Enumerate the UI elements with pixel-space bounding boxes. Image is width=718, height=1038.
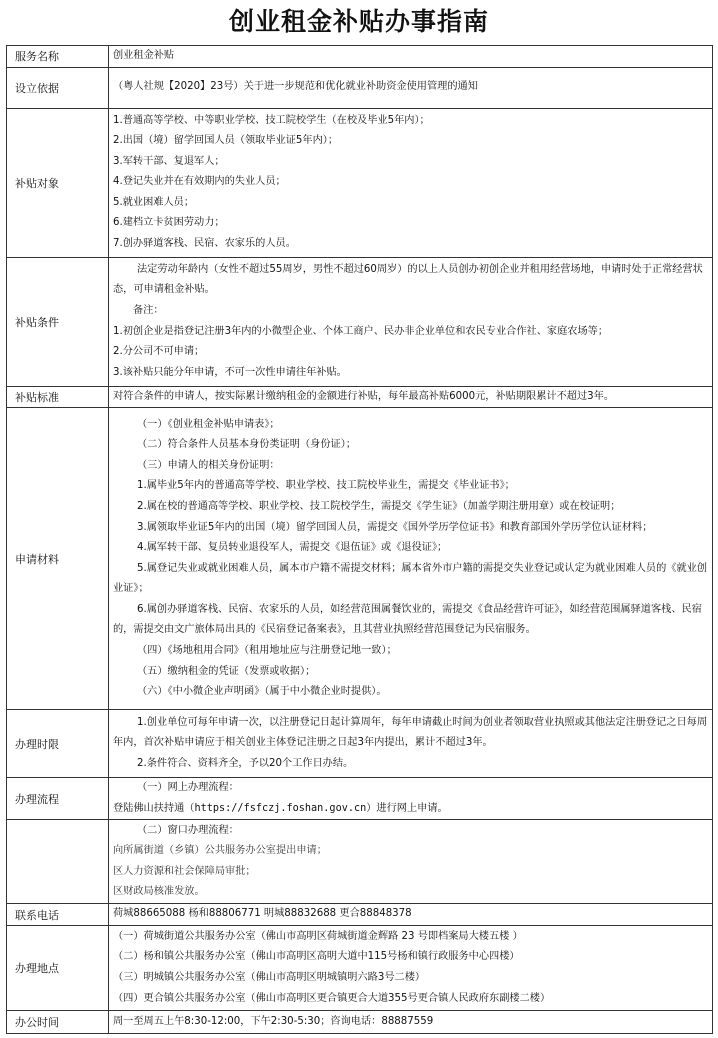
list-item: （二）杨和镇公共服务办公室（佛山市高明区高明大道中115号杨和镇行政服务中心四楼） <box>113 951 520 963</box>
row-label: 设立依据 <box>7 67 109 108</box>
list-item: （六）《中小微企业声明函》（属于中小微企业时提供）。 <box>137 686 387 698</box>
online-suffix: ）进行网上申请。 <box>366 802 448 814</box>
cell-text: 对符合条件的申请人，按实际累计缴纳租金的金额进行补贴，每年最高补贴6000元，补贴期限累计不超过3年。 <box>113 390 615 402</box>
row-label: 办理流程 <box>7 778 109 820</box>
list-item: 4.属军转干部、复员转业退役军人，需提交《退伍证》或《退役证》； <box>137 542 448 554</box>
service-name-value <box>109 46 713 68</box>
list-item: 2.出国（境）留学回国人员（领取毕业证5年内）； <box>113 135 339 147</box>
process-online <box>109 778 713 820</box>
cell-text: （粤人社规【2020】23号）关于进一步规范和优化就业补助资金使用管理的通知 <box>113 81 478 93</box>
row-label: 补贴对象 <box>7 108 109 257</box>
list-item: 区人力资源和社会保障局审批； <box>113 865 256 877</box>
process-window <box>109 820 713 904</box>
row-label: 补贴条件 <box>7 257 109 386</box>
list-item: 区财政局核准发放。 <box>113 886 205 898</box>
table-row <box>7 820 713 904</box>
phone-value <box>109 904 713 926</box>
hours-value <box>109 1010 713 1033</box>
conditions-text <box>109 257 713 386</box>
row-label: 办公时间 <box>7 1010 109 1033</box>
cell-text: 荷城88665088 杨和88806771 明城88832688 更合88848378 <box>113 908 412 920</box>
online-title: （一）网上办理流程： <box>137 782 239 794</box>
row-label-empty <box>7 820 109 904</box>
list-item: （三）明城镇公共服务办公室（佛山市高明区明城镇明六路3号二楼） <box>113 971 426 983</box>
table-row <box>7 67 713 108</box>
online-prefix: 登陆佛山扶持通（ <box>113 802 195 814</box>
locations-list <box>109 925 713 1010</box>
standard-value <box>109 386 713 408</box>
list-item: （一）荷城街道公共服务办公室（佛山市高明区荷城街道金辉路 23 号即档案局大楼五楼 ） <box>113 930 523 942</box>
paragraph: 1.创业单位可每年申请一次，以注册登记日起计算周年，每年申请截止时间为创业者领取营业执照或其他法定注册登记之日每周年内，首次补贴申请应于相关创业主体登记注册之日起3年内提出，累计不超过3年。 <box>113 716 708 749</box>
list-item: （一）《创业租金补贴申请表》； <box>137 418 280 430</box>
table-row <box>7 108 713 257</box>
list-item: （二）符合条件人员基本身份类证明（身份证）； <box>137 439 357 451</box>
list-item: 7.创办驿道客栈、民宿、农家乐的人员。 <box>113 238 296 250</box>
row-label: 办理地点 <box>7 925 109 1010</box>
window-title: （二）窗口办理流程： <box>137 824 239 836</box>
list-item: （三）申请人的相关身份证明： <box>137 459 280 471</box>
list-item: 6.属创办驿道客栈、民宿、农家乐的人员，如经营范围属餐饮业的，需提交《食品经营许可证》，如经营范围属驿道客栈、民宿的，需提交由文广旅体局出具的《民宿登记备案表》，且其营业执照经营范围登记为民宿服务。 <box>113 603 702 636</box>
list-item: 1.普通高等学校、中等职业学校、技工院校学生（在校及毕业5年内）； <box>113 114 430 126</box>
cell-text: 创业租金补贴 <box>113 50 175 61</box>
list-item: 2.分公司不可申请； <box>113 346 205 358</box>
list-item: 2.属在校的普通高等学校、职业学校、技工院校学生，需提交《学生证》（加盖学期注册用章）或在校证明； <box>137 500 621 512</box>
table-row <box>7 46 713 68</box>
list-item: 5.属登记失业或就业困难人员，属本市户籍不需提交材料；属本省外市户籍的需提交失业登记或认定为就业困难人员的《就业创业证》； <box>113 562 708 595</box>
online-url-link[interactable]: https://fsfczj.foshan.gov.cn <box>194 802 367 814</box>
table-row <box>7 257 713 386</box>
list-item: （四）《场地租用合同》（租用地址应与注册登记地一致）； <box>137 645 397 657</box>
paragraph: 2.条件符合、资料齐全，予以20个工作日办结。 <box>137 757 354 769</box>
table-row <box>7 1010 713 1033</box>
list-item: 3.该补贴只能分年申请，不可一次性申请往年补贴。 <box>113 366 347 378</box>
targets-list <box>109 108 713 257</box>
list-item: 1.属毕业5年内的普通高等学校、职业学校、技工院校毕业生，需提交《毕业证书》； <box>137 480 515 492</box>
row-label: 联系电话 <box>7 904 109 926</box>
basis-value <box>109 67 713 108</box>
table-row <box>7 386 713 408</box>
list-item: 3.军转干部、复退军人； <box>113 155 225 167</box>
guide-table <box>6 45 713 1034</box>
list-item: 5.就业困难人员； <box>113 196 195 208</box>
list-item: 3.属领取毕业证5年内的出国（境）留学回国人员，需提交《国外学历学位证书》和教育部国外学历学位认证材料； <box>137 521 653 533</box>
list-item: 6.建档立卡贫困劳动力； <box>113 217 225 229</box>
conditions-main: 法定劳动年龄内（女性不超过55周岁，男性不超过60周岁）的以上人员创办初创企业并租用经营场地，申请时处于正常经营状态，可申请租金补贴。 <box>113 263 703 296</box>
materials-list <box>109 408 713 710</box>
online-line <box>113 799 708 820</box>
list-item: （四）更合镇公共服务办公室（佛山市高明区更合镇更合大道355号更合镇人民政府东副楼二楼） <box>113 992 551 1004</box>
page-title: 创业租金补贴办事指南 <box>228 7 489 36</box>
note-title: 备注： <box>133 305 164 316</box>
row-label: 服务名称 <box>7 46 109 68</box>
table-row <box>7 408 713 710</box>
row-label: 补贴标准 <box>7 386 109 408</box>
table-row <box>7 904 713 926</box>
table-row <box>7 710 713 778</box>
list-item: 4.登记失业并在有效期内的失业人员； <box>113 176 286 188</box>
list-item: 向所属街道（乡镇）公共服务办公室提出申请； <box>113 845 327 857</box>
table-row <box>7 778 713 820</box>
row-label: 申请材料 <box>7 408 109 710</box>
list-item: 1.初创企业是指登记注册3年内的小微型企业、个体工商户、民办非企业单位和农民专业合作社、家庭农场等； <box>113 325 609 337</box>
list-item: （五）缴纳租金的凭证（发票或收据）； <box>137 665 316 677</box>
table-row <box>7 925 713 1010</box>
cell-text: 周一至周五上午8:30-12:00，下午2:30-5:30；咨询电话：88887559 <box>113 1015 434 1027</box>
time-limit-text <box>109 710 713 778</box>
row-label: 办理时限 <box>7 710 109 778</box>
